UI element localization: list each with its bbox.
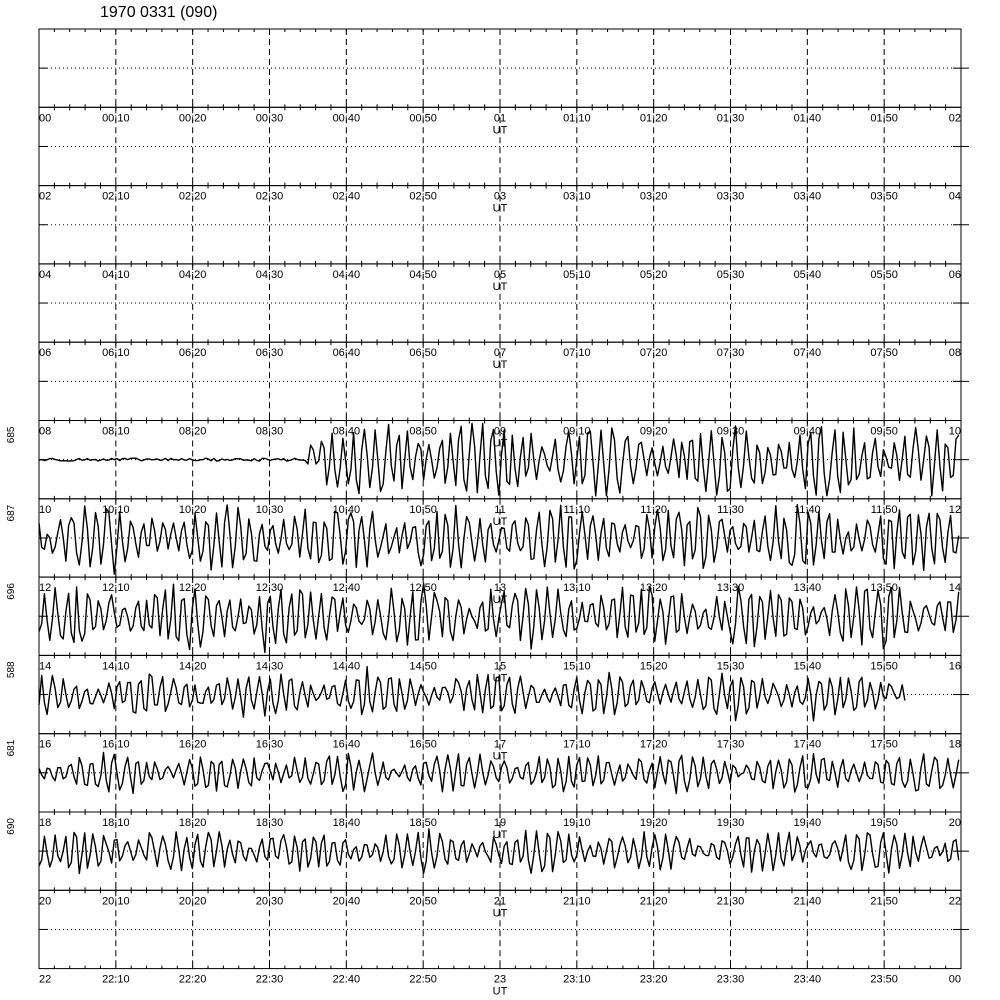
tick-label: 12:20 [178, 582, 207, 595]
axis-label-ut: UT [492, 594, 508, 607]
tick-label: 15:10 [563, 660, 591, 673]
tick-label: 02:10 [102, 190, 130, 203]
tick-label: 08 [948, 347, 961, 360]
tick-label: 11:30 [717, 503, 744, 516]
tick-label: 09:30 [716, 425, 745, 438]
tick-label: 06:40 [332, 347, 361, 360]
tick-label: 10:20 [178, 503, 207, 516]
axis-label-ut: UT [492, 124, 508, 137]
tick-label: 17:40 [793, 738, 822, 751]
tick-label: 10:30 [255, 503, 284, 516]
tick-label: 04:30 [255, 268, 284, 281]
tick-label: 06:20 [178, 347, 207, 360]
tick-label: 16:30 [255, 738, 284, 751]
tick-label: 08:40 [332, 425, 361, 438]
tick-label: 05:30 [716, 268, 745, 281]
tick-label: 07:20 [639, 347, 668, 360]
tick-label: 22:10 [102, 973, 130, 986]
tick-label: 13 [493, 582, 507, 595]
tick-label: 15 [493, 660, 507, 673]
axis-label-ut: UT [492, 202, 508, 215]
axis-label-ut: UT [492, 672, 508, 685]
tick-label: 10:50 [409, 503, 437, 516]
panel-side-label: 687 [6, 504, 17, 522]
tick-label: 09:50 [870, 425, 898, 438]
tick-label: 00:20 [178, 112, 207, 125]
tick-label: 22:40 [332, 973, 361, 986]
tick-label: 11:50 [870, 503, 898, 516]
tick-label: 21:30 [716, 895, 745, 908]
tick-label: 06 [948, 268, 961, 281]
tick-label: 07:30 [716, 347, 745, 360]
tick-label: 03:50 [870, 190, 898, 203]
tick-label: 14:40 [332, 660, 361, 673]
tick-label: 20:30 [255, 895, 284, 908]
tick-label: 13:30 [716, 582, 745, 595]
tick-label: 17:50 [870, 738, 898, 751]
tick-label: 19 [493, 817, 507, 829]
tick-label: 19:50 [870, 817, 898, 829]
tick-label: 18:10 [102, 817, 130, 829]
tick-label: 06 [39, 347, 52, 360]
panel-side-label: 681 [6, 739, 17, 757]
tick-label: 21:10 [563, 895, 591, 908]
tick-label: 17:20 [639, 738, 668, 751]
tick-label: 01:10 [563, 112, 591, 125]
tick-label: 17:10 [563, 738, 591, 751]
tick-label: 06:30 [255, 347, 284, 360]
tick-label: 04:10 [102, 268, 130, 281]
tick-label: 03 [493, 190, 507, 203]
tick-label: 08:10 [102, 425, 130, 438]
panel-side-label: 696 [6, 583, 17, 600]
tick-label: 12 [39, 582, 52, 595]
plot-title: 1970 0331 (090) [100, 4, 218, 21]
axis-label-ut: UT [492, 985, 508, 998]
tick-label: 06:50 [409, 347, 437, 360]
axis-label-ut: UT [492, 515, 508, 528]
tick-label: 19:40 [793, 817, 822, 829]
tick-label: 17:30 [716, 738, 745, 751]
tick-label: 14:20 [178, 660, 207, 673]
tick-label: 10 [948, 425, 961, 438]
panel-side-label: 588 [6, 661, 17, 679]
tick-label: 15:20 [639, 660, 668, 673]
tick-label: 09:40 [793, 425, 822, 438]
panel-side-label: 690 [6, 818, 17, 835]
tick-label: 23:10 [563, 973, 591, 986]
tick-label: 23:20 [639, 973, 668, 986]
tick-label: 23 [493, 973, 507, 986]
tick-label: 20 [948, 817, 961, 829]
tick-label: 04:20 [178, 268, 207, 281]
tick-label: 13:50 [870, 582, 898, 595]
tick-label: 02:50 [409, 190, 437, 203]
tick-label: 18:40 [332, 817, 361, 829]
tick-label: 00:10 [102, 112, 130, 125]
tick-label: 05:20 [639, 268, 668, 281]
tick-label: 01:40 [793, 112, 822, 125]
tick-label: 09 [493, 425, 507, 438]
tick-label: 20:20 [178, 895, 207, 908]
tick-label: 22:30 [255, 973, 284, 986]
tick-label: 05:50 [870, 268, 898, 281]
tick-label: 04 [948, 190, 961, 203]
axis-label-ut: UT [492, 359, 508, 372]
panel-side-label: 685 [6, 426, 17, 444]
tick-label: 01:50 [870, 112, 898, 125]
tick-label: 04:40 [332, 268, 361, 281]
tick-label: 04 [39, 268, 52, 281]
tick-label: 19:30 [716, 817, 745, 829]
tick-label: 18 [948, 738, 961, 751]
tick-label: 08 [39, 425, 52, 438]
tick-label: 18 [39, 817, 52, 829]
tick-label: 23:30 [716, 973, 745, 986]
tick-label: 19:20 [639, 817, 668, 829]
tick-label: 10:10 [102, 503, 130, 516]
tick-label: 16 [39, 738, 52, 751]
tick-label: 02:40 [332, 190, 361, 203]
tick-label: 23:40 [793, 973, 822, 986]
tick-label: 16:40 [332, 738, 361, 751]
tick-label: 22 [39, 973, 52, 986]
tick-label: 18:50 [409, 817, 437, 829]
axis-label-ut: UT [492, 750, 508, 763]
tick-label: 04:50 [409, 268, 437, 281]
tick-label: 20:10 [102, 895, 130, 908]
tick-label: 00 [948, 973, 961, 986]
tick-label: 18:30 [255, 817, 284, 829]
tick-label: 15:30 [716, 660, 745, 673]
tick-label: 02 [948, 112, 961, 125]
tick-label: 08:20 [178, 425, 207, 438]
tick-label: 07:10 [563, 347, 591, 360]
tick-label: 18:20 [178, 817, 207, 829]
tick-label: 11:10 [563, 503, 591, 516]
tick-label: 01 [493, 112, 507, 125]
tick-label: 15:50 [870, 660, 898, 673]
tick-label: 08:30 [255, 425, 284, 438]
tick-label: 21:20 [639, 895, 668, 908]
tick-label: 12:30 [255, 582, 284, 595]
tick-label: 21 [493, 895, 507, 908]
tick-label: 10 [39, 503, 52, 516]
tick-label: 00:40 [332, 112, 361, 125]
tick-label: 14:10 [102, 660, 130, 673]
tick-label: 11 [494, 503, 506, 516]
tick-label: 15:40 [793, 660, 822, 673]
tick-label: 03:30 [716, 190, 745, 203]
tick-label: 20:40 [332, 895, 361, 908]
tick-label: 22:20 [178, 973, 207, 986]
tick-label: 07:40 [793, 347, 822, 360]
tick-label: 00:30 [255, 112, 284, 125]
tick-label: 05:40 [793, 268, 822, 281]
tick-label: 23:50 [870, 973, 898, 986]
tick-label: 11:40 [793, 503, 821, 516]
tick-label: 14 [39, 660, 52, 673]
tick-label: 00:50 [409, 112, 437, 125]
tick-label: 14 [948, 582, 961, 595]
tick-label: 06:10 [102, 347, 130, 360]
tick-label: 07:50 [870, 347, 898, 360]
tick-label: 21:50 [870, 895, 898, 908]
tick-label: 05 [493, 268, 507, 281]
tick-label: 20:50 [409, 895, 437, 908]
tick-label: 05:10 [563, 268, 591, 281]
tick-label: 12 [948, 503, 961, 516]
tick-label: 07 [493, 347, 507, 360]
tick-label: 03:40 [793, 190, 822, 203]
tick-label: 13:40 [793, 582, 822, 595]
tick-label: 00 [39, 112, 52, 125]
tick-label: 16 [948, 660, 961, 673]
axis-label-ut: UT [492, 437, 508, 450]
tick-label: 17 [493, 738, 507, 751]
tick-label: 02:20 [178, 190, 207, 203]
tick-label: 19:10 [563, 817, 591, 829]
tick-label: 01:30 [716, 112, 745, 125]
tick-label: 20 [39, 895, 52, 908]
tick-label: 12:50 [409, 582, 437, 595]
tick-label: 22:50 [409, 973, 437, 986]
tick-label: 03:10 [563, 190, 591, 203]
tick-label: 16:20 [178, 738, 207, 751]
axis-label-ut: UT [492, 907, 508, 920]
tick-label: 14:30 [255, 660, 284, 673]
tick-label: 12:10 [102, 582, 130, 595]
tick-label: 01:20 [639, 112, 668, 125]
tick-label: 16:10 [102, 738, 130, 751]
tick-label: 16:50 [409, 738, 437, 751]
tick-label: 12:40 [332, 582, 361, 595]
axis-label-ut: UT [492, 280, 508, 293]
tick-label: 10:40 [332, 503, 361, 516]
tick-label: 03:20 [639, 190, 668, 203]
tick-label: 09:20 [639, 425, 668, 438]
tick-label: 14:50 [409, 660, 437, 673]
tick-label: 02 [39, 190, 52, 203]
tick-label: 11:20 [640, 503, 668, 516]
tick-label: 08:50 [409, 425, 437, 438]
signal-trace [39, 667, 905, 721]
tick-label: 02:30 [255, 190, 284, 203]
tick-label: 09:10 [563, 425, 591, 438]
tick-label: 22 [948, 895, 961, 908]
tick-label: 13:10 [563, 582, 591, 595]
tick-label: 13:20 [639, 582, 668, 595]
tick-label: 21:40 [793, 895, 822, 908]
axis-label-ut: UT [492, 829, 508, 841]
